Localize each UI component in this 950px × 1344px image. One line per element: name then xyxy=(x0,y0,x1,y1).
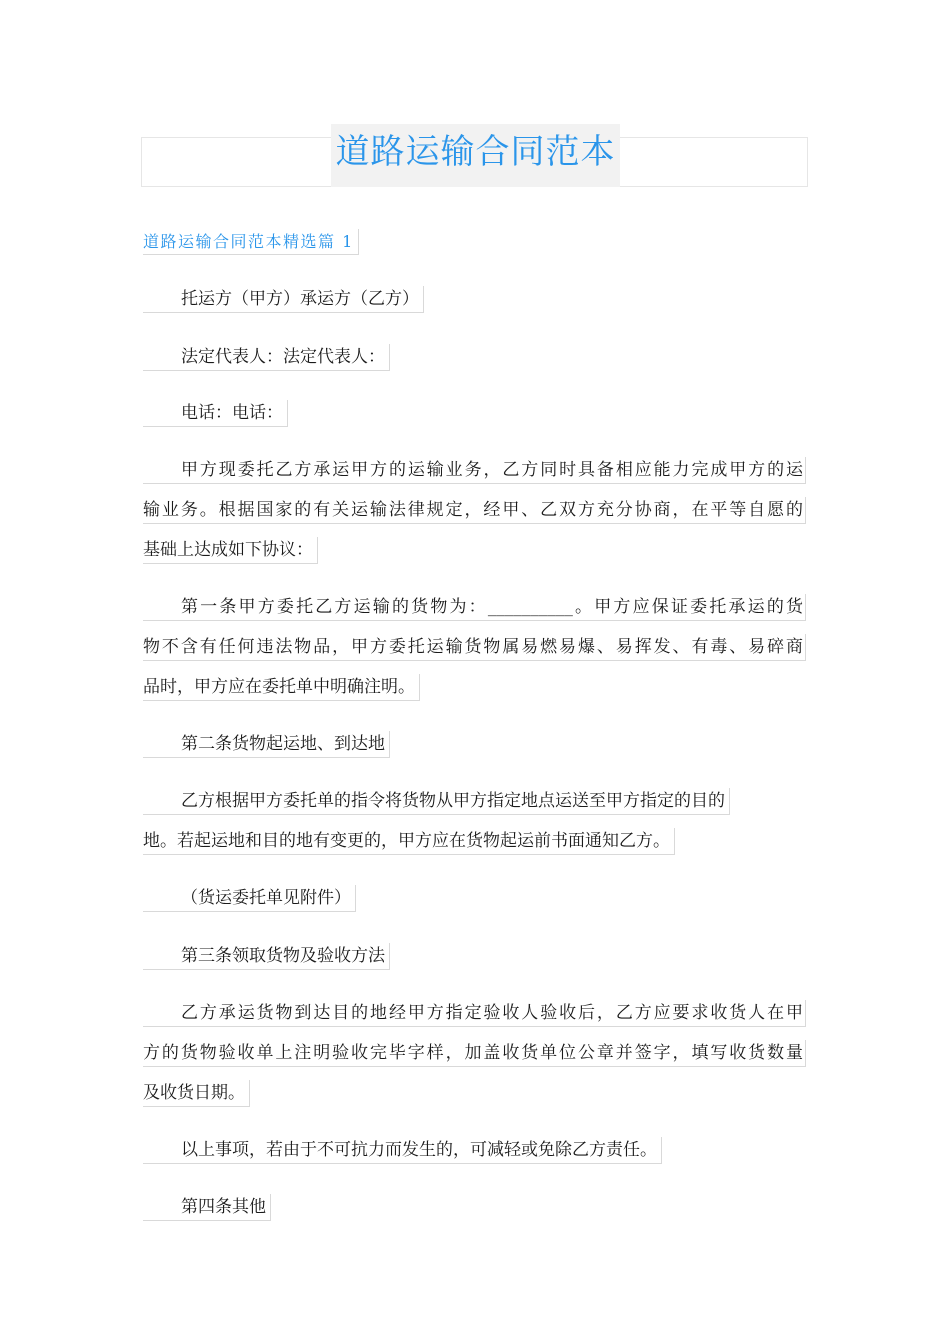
paragraph-line: 甲方现委托乙方承运甲方的运输业务，乙方同时具备相应能力完成甲方的运 xyxy=(143,457,806,484)
paragraph-line: 第三条领取货物及验收方法 xyxy=(143,943,390,970)
paragraph-line: 第四条其他 xyxy=(143,1194,271,1221)
paragraph-line: 乙方根据甲方委托单的指令将货物从甲方指定地点运送至甲方指定的目的 xyxy=(143,788,730,815)
paragraph-line: 托运方（甲方）承运方（乙方） xyxy=(143,286,424,313)
paragraph-line: 法定代表人：法定代表人： xyxy=(143,344,390,371)
section-heading: 道路运输合同范本精选篇 1 xyxy=(143,229,359,255)
paragraph-line: 第一条甲方委托乙方运输的货物为：__________。甲方应保证委托承运的货 xyxy=(143,594,806,621)
paragraph-line: 电话：电话： xyxy=(143,400,288,427)
paragraph-line: 品时，甲方应在委托单中明确注明。 xyxy=(143,674,420,701)
paragraph-line: 输业务。根据国家的有关运输法律规定，经甲、乙双方充分协商，在平等自愿的 xyxy=(143,497,806,524)
document-title: 道路运输合同范本 xyxy=(335,132,616,172)
paragraph-line: 乙方承运货物到达目的地经甲方指定验收人验收后，乙方应要求收货人在甲 xyxy=(143,1000,806,1027)
paragraph-line: 第二条货物起运地、到达地 xyxy=(143,731,390,758)
paragraph-line: 以上事项，若由于不可抗力而发生的，可减轻或免除乙方责任。 xyxy=(143,1137,662,1164)
paragraph-line: 基础上达成如下协议： xyxy=(143,537,318,564)
paragraph-line: 方的货物验收单上注明验收完毕字样，加盖收货单位公章并签字，填写收货数量 xyxy=(143,1040,806,1067)
paragraph-line: 物不含有任何违法物品，甲方委托运输货物属易燃易爆、易挥发、有毒、易碎商 xyxy=(143,634,806,661)
paragraph-line: 地。若起运地和目的地有变更的，甲方应在货物起运前书面通知乙方。 xyxy=(143,828,675,855)
paragraph-line: 及收货日期。 xyxy=(143,1080,250,1107)
paragraph-line: （货运委托单见附件） xyxy=(143,885,356,912)
